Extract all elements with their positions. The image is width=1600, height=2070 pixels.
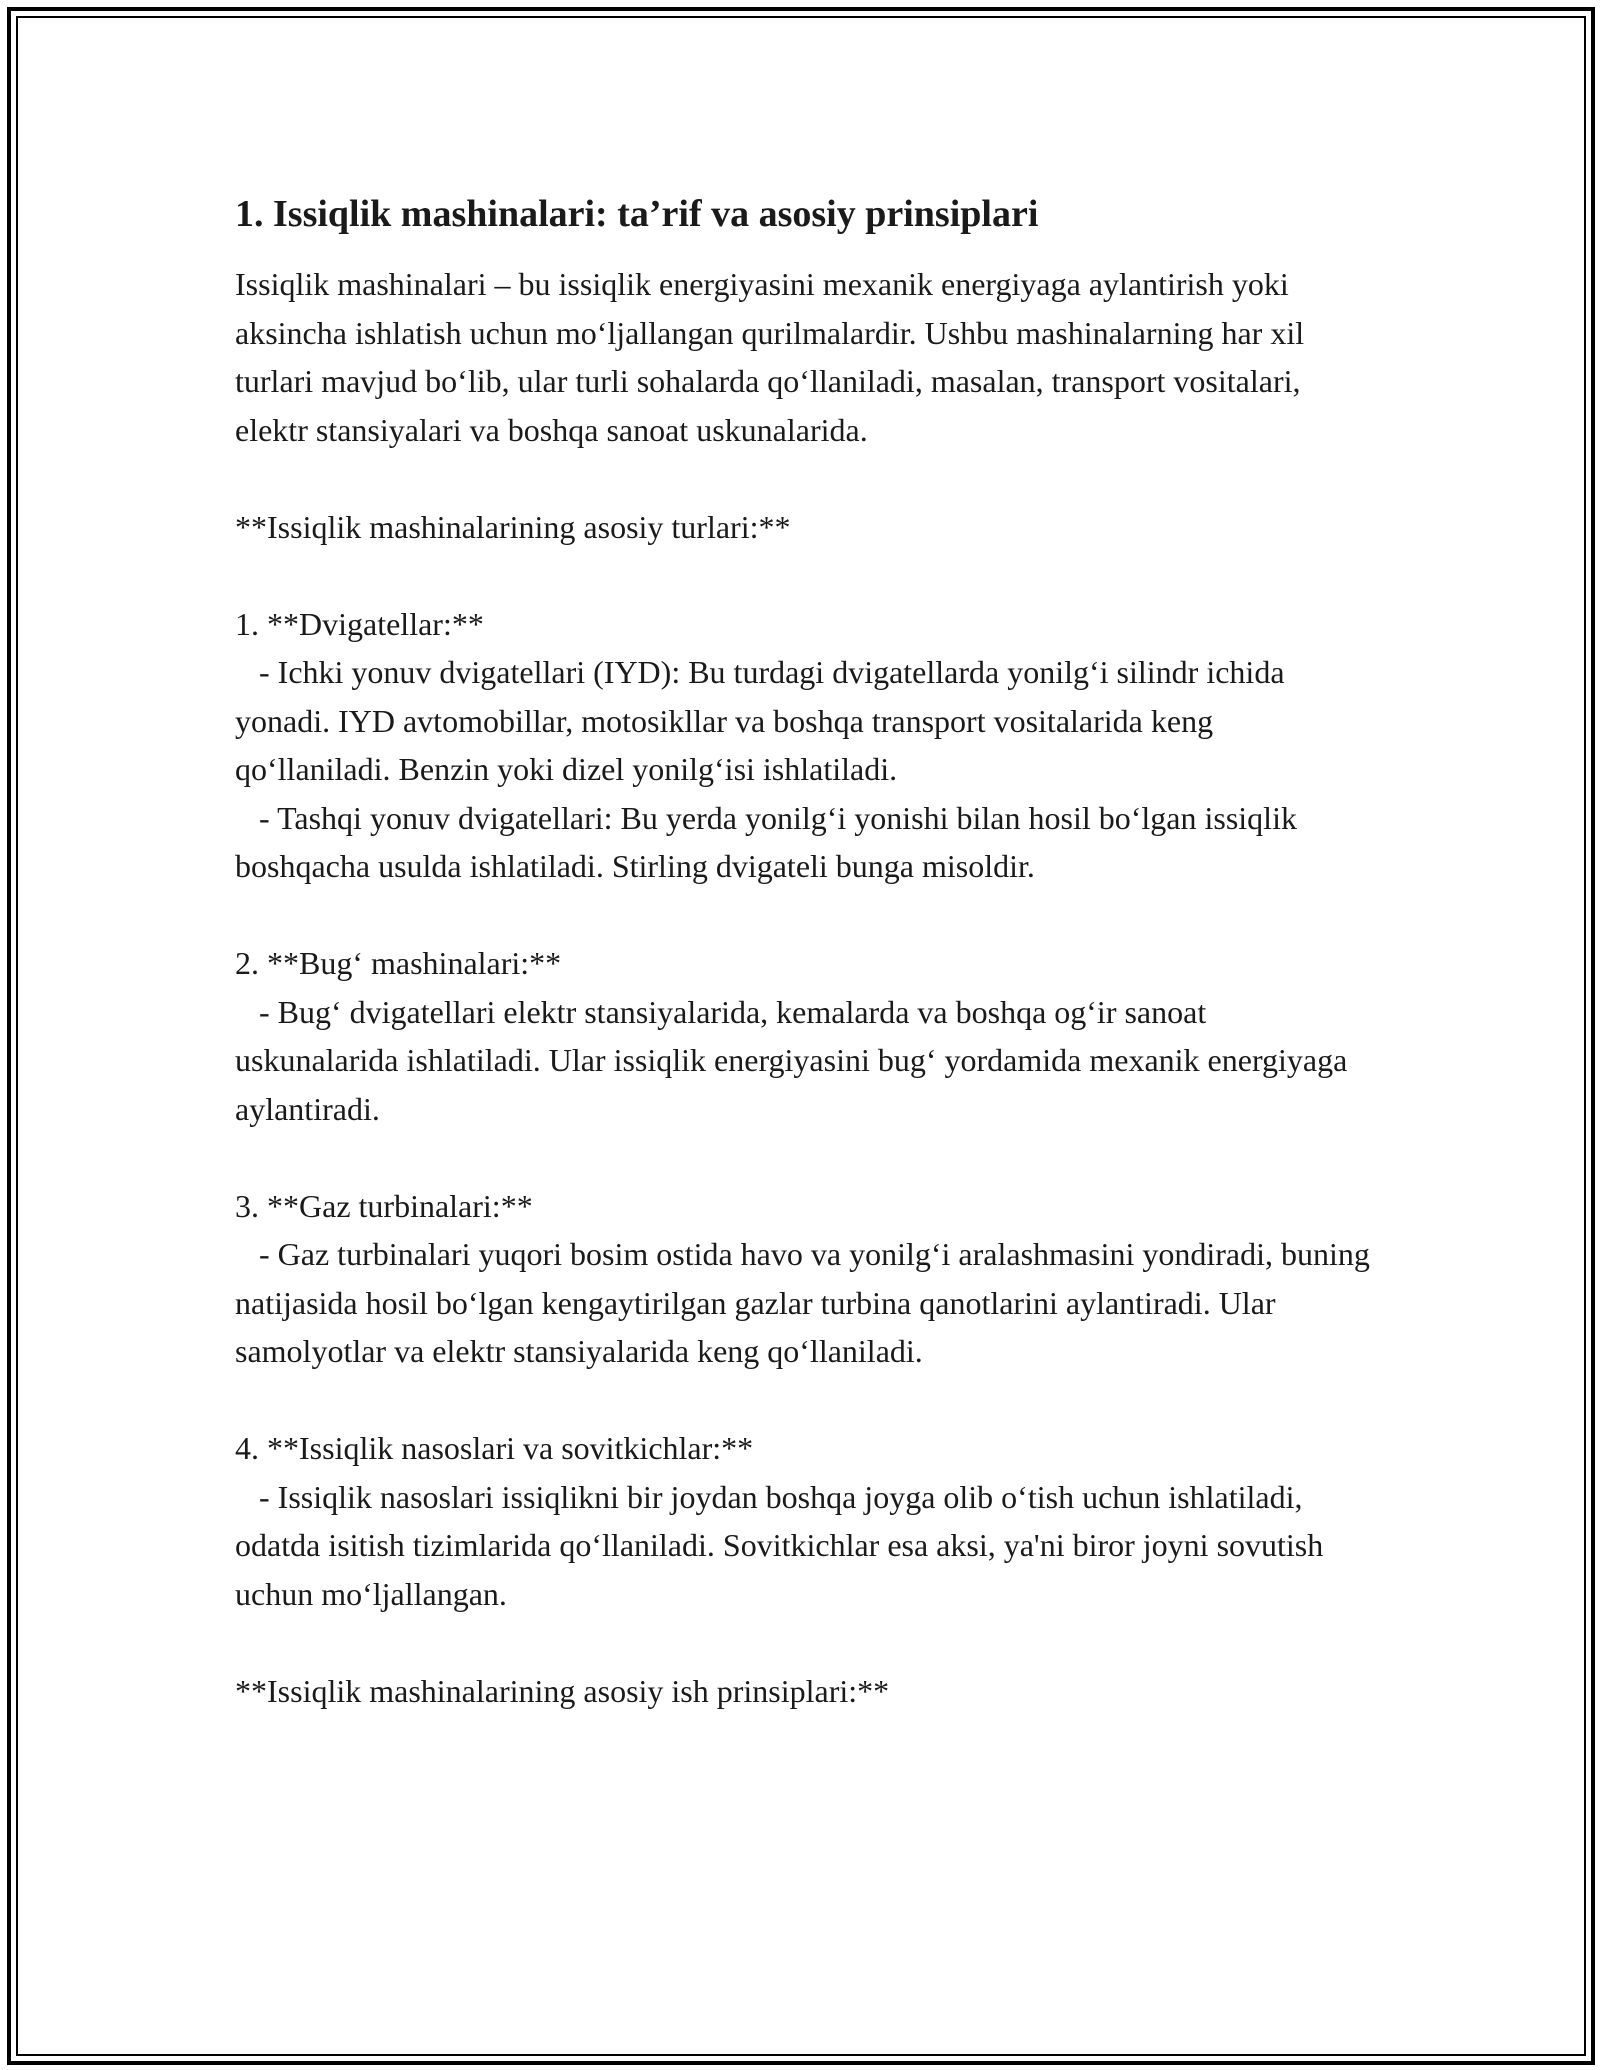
document-body: [235, 188, 1378, 1715]
blank-line: [235, 891, 1375, 940]
principles-heading: **Issiqlik mashinalarining asosiy ish prinsiplari:**: [235, 1672, 890, 1709]
blank-line: [235, 551, 1375, 600]
engines-heading: 1. **Dvigatellar:**: [235, 605, 484, 642]
steam-heading: 2. **Bug‘ mashinalari:**: [235, 945, 562, 981]
blank-line: [235, 1133, 1375, 1182]
blank-line: [235, 454, 1375, 503]
heat-pumps-item: - Issiqlik nasoslari issiqlikni bir joydan boshqa joyga olib o‘tish uchun ishlatiladi, odatda isitish tizimlarida qo‘llaniladi. Sovitkichlar esa aksi, ya'ni biror joyni sovutish uchun mo‘ljallangan.: [235, 1478, 1332, 1612]
heat-pumps-heading: 4. **Issiqlik nasoslari va sovitkichlar:**: [235, 1430, 754, 1466]
engines-item-internal: - Ichki yonuv dvigatellari (IYD): Bu turdagi dvigatellarda yonilg‘i silindr ichida yonadi. IYD avtomobillar, motosikllar va boshqa transport vositalarida keng qo‘llaniladi. Benzin yoki dizel yonilg‘isi ishlatiladi.: [235, 654, 1293, 787]
engines-item-external: - Tashqi yonuv dvigatellari: Bu yerda yonilg‘i yonishi bilan hosil bo‘lgan issiqlik boshqacha usulda ishlatiladi. Stirling dvigateli bunga misoldir.: [235, 799, 1305, 884]
gas-turbines-heading: 3. **Gaz turbinalari:**: [235, 1187, 533, 1224]
section-title: 1. Issiqlik mashinalari: ta’rif va asosiy prinsiplari: [235, 193, 1039, 235]
types-heading: **Issiqlik mashinalarining asosiy turlari:**: [235, 508, 791, 545]
gas-turbines-item: - Gaz turbinalari yuqori bosim ostida havo va yonilg‘i aralashmasini yondiradi, buning natijasida hosil bo‘lgan kengaytirilgan gazlar turbina qanotlarini aylantiradi. Ular samolyotlar va elektr stansiyalarida keng qo‘llaniladi.: [235, 1236, 1378, 1369]
blank-line: [235, 1376, 1375, 1425]
blank-line: [235, 1618, 1375, 1667]
steam-item: - Bug‘ dvigatellari elektr stansiyalarida, kemalarda va boshqa og‘ir sanoat uskunalarida ishlatiladi. Ular issiqlik energiyasini bug‘ yordamida mexanik energiyaga aylantiradi.: [235, 993, 1356, 1127]
intro-paragraph: Issiqlik mashinalari – bu issiqlik energiyasini mexanik energiyaga aylantirish yoki aksincha ishlatish uchun mo‘ljallangan qurilmalardir. Ushbu mashinalarning har xil turlari mavjud bo‘lib, ular turli sohalarda qo‘llaniladi, masalan, transport vositalari, elektr stansiyalari va boshqa sanoat uskunalarida.: [235, 266, 1305, 448]
